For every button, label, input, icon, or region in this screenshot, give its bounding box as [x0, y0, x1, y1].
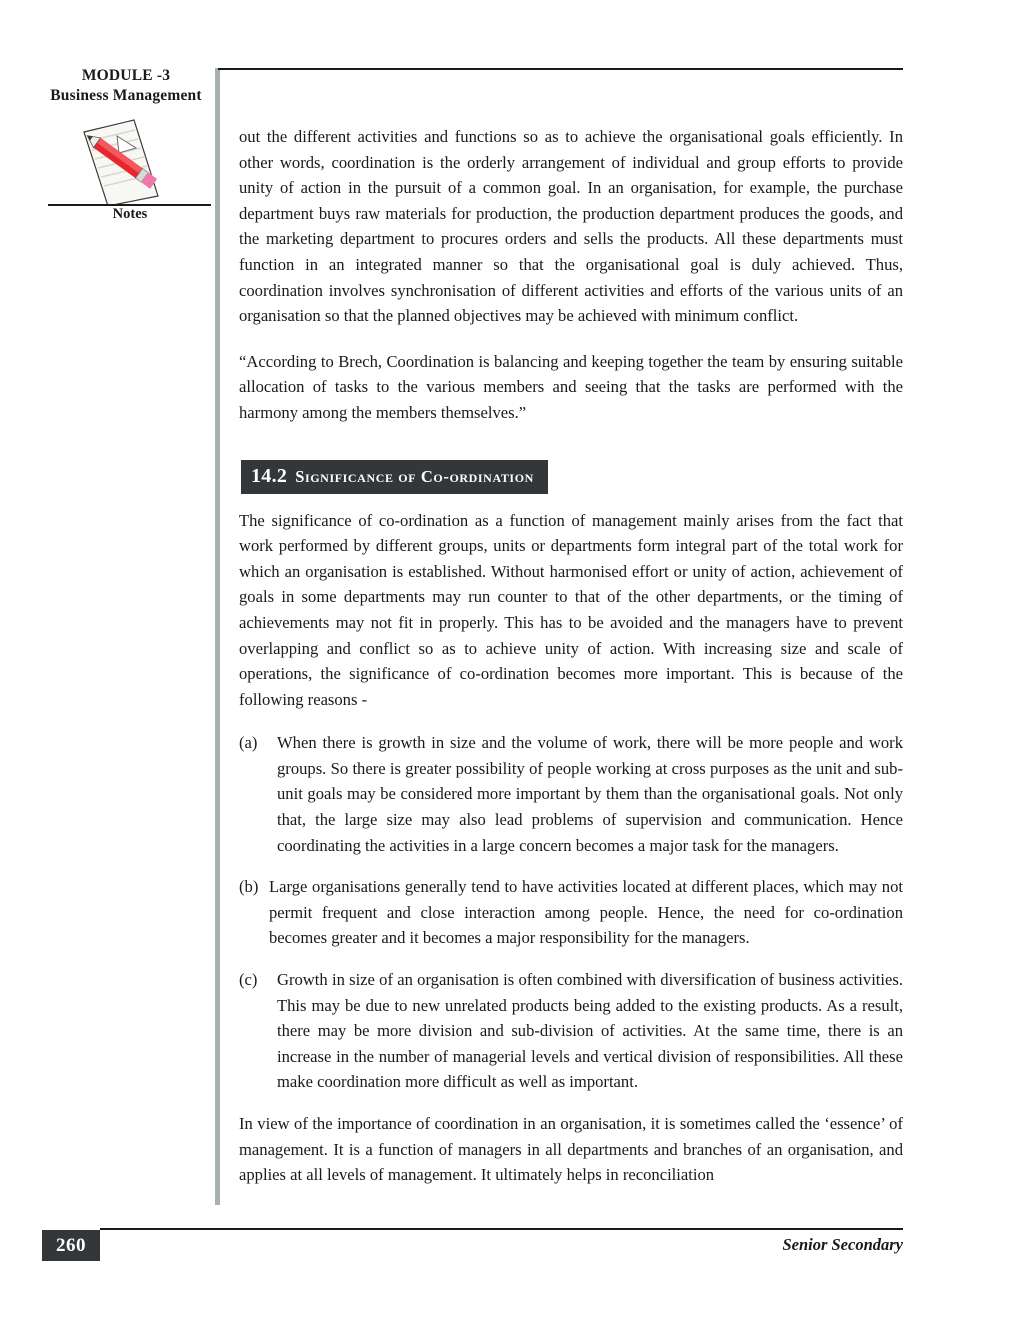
column-divider	[215, 68, 220, 1205]
book-label: Senior Secondary	[782, 1235, 903, 1254]
list-item-text: Large organisations generally tend to have activities located at different places, which may not permit frequent and close interaction among people. Hence, the need for co-ordination becomes greater and it becomes a major responsibility for the managers.	[269, 877, 903, 948]
list-item-text: When there is growth in size and the volume of work, there will be more people and work groups. So there is greater possibility of people working at cross purposes as the unit and sub-unit goals may be considered more important by them than the organisational goals. Not only that, the large size may also lead problems of supervision and communication. Hence coordinating the activities in a large concern becomes a major task for the managers.	[277, 733, 903, 855]
list-marker: (a)	[239, 733, 258, 753]
section-title: Significance of Co-ordination	[295, 466, 534, 486]
list-item	[239, 874, 903, 951]
notepad-pencil-icon	[62, 118, 172, 206]
main-content	[239, 124, 903, 1202]
subject-label: Business Management	[50, 87, 202, 105]
paragraph-closing: In view of the importance of coordination in an organisation, it is sometimes called the ‘essence’ of management. It is a function of managers in all departments and branches of an organisation, and applies at all levels of management. It ultimately helps in reconciliation	[239, 1114, 903, 1185]
list-marker: (c)	[239, 970, 258, 990]
paragraph-continuation: out the different activities and functions so as to achieve the organisational goals efficiently. In other words, coordination is the orderly arrangement of individual and group efforts to provide unity of action in the pursuit of a common goal. In an organisation, for example, the purchase department buys raw materials for production, the production department produces the goods, and the marketing department to procures orders and sells the products. All these departments must function in an integrated manner so that the organisational goal is duly achieved. Thus, coordination involves synchronisation of different activities and efforts of the various units of an organisation so that the planned objectives may be achieved with minimum conflict.	[239, 127, 903, 326]
section-number: 14.2	[251, 464, 288, 487]
list-marker: (b)	[239, 877, 259, 897]
module-label: MODULE -3	[81, 67, 171, 84]
list-item	[239, 967, 903, 1095]
footer-rule	[100, 1228, 903, 1230]
list-item	[239, 730, 903, 858]
sidebar-module-header	[40, 66, 212, 107]
header-rule	[218, 68, 903, 70]
reasons-list	[239, 730, 903, 1095]
list-item-text: Growth in size of an organisation is often combined with diversification of business activities. This may be due to new unrelated products being added to the existing products. As a result, there may be more division and sub-division of activities. At the same time, there is an increase in the number of managerial levels and vertical division of responsibilities. All these make coordination more difficult as well as important.	[277, 970, 903, 1092]
section-heading	[241, 460, 548, 494]
notes-label: Notes	[112, 206, 148, 222]
paragraph-quote: “According to Brech, Coordination is balancing and keeping together the team by ensuring suitable allocation of tasks to the various members and seeing that the tasks are performed with the harmony among the members themselves.”	[239, 351, 903, 422]
paragraph-significance: The significance of co-ordination as a function of management mainly arises from the fact that work performed by different groups, units or departments form integral part of the total work for which an organisation is established. Without harmonised effort or unity of action, achievement of goals in some departments may run counter to that of the other departments, or the timing of achievements may not fit in properly. This has to be avoided and the managers have to prevent overlapping and conflict so as to achieve unity of action. With increasing size and scale of operations, the significance of co-ordination becomes more important. This is because of the following reasons -	[239, 510, 903, 709]
page-number: 260	[42, 1230, 100, 1261]
